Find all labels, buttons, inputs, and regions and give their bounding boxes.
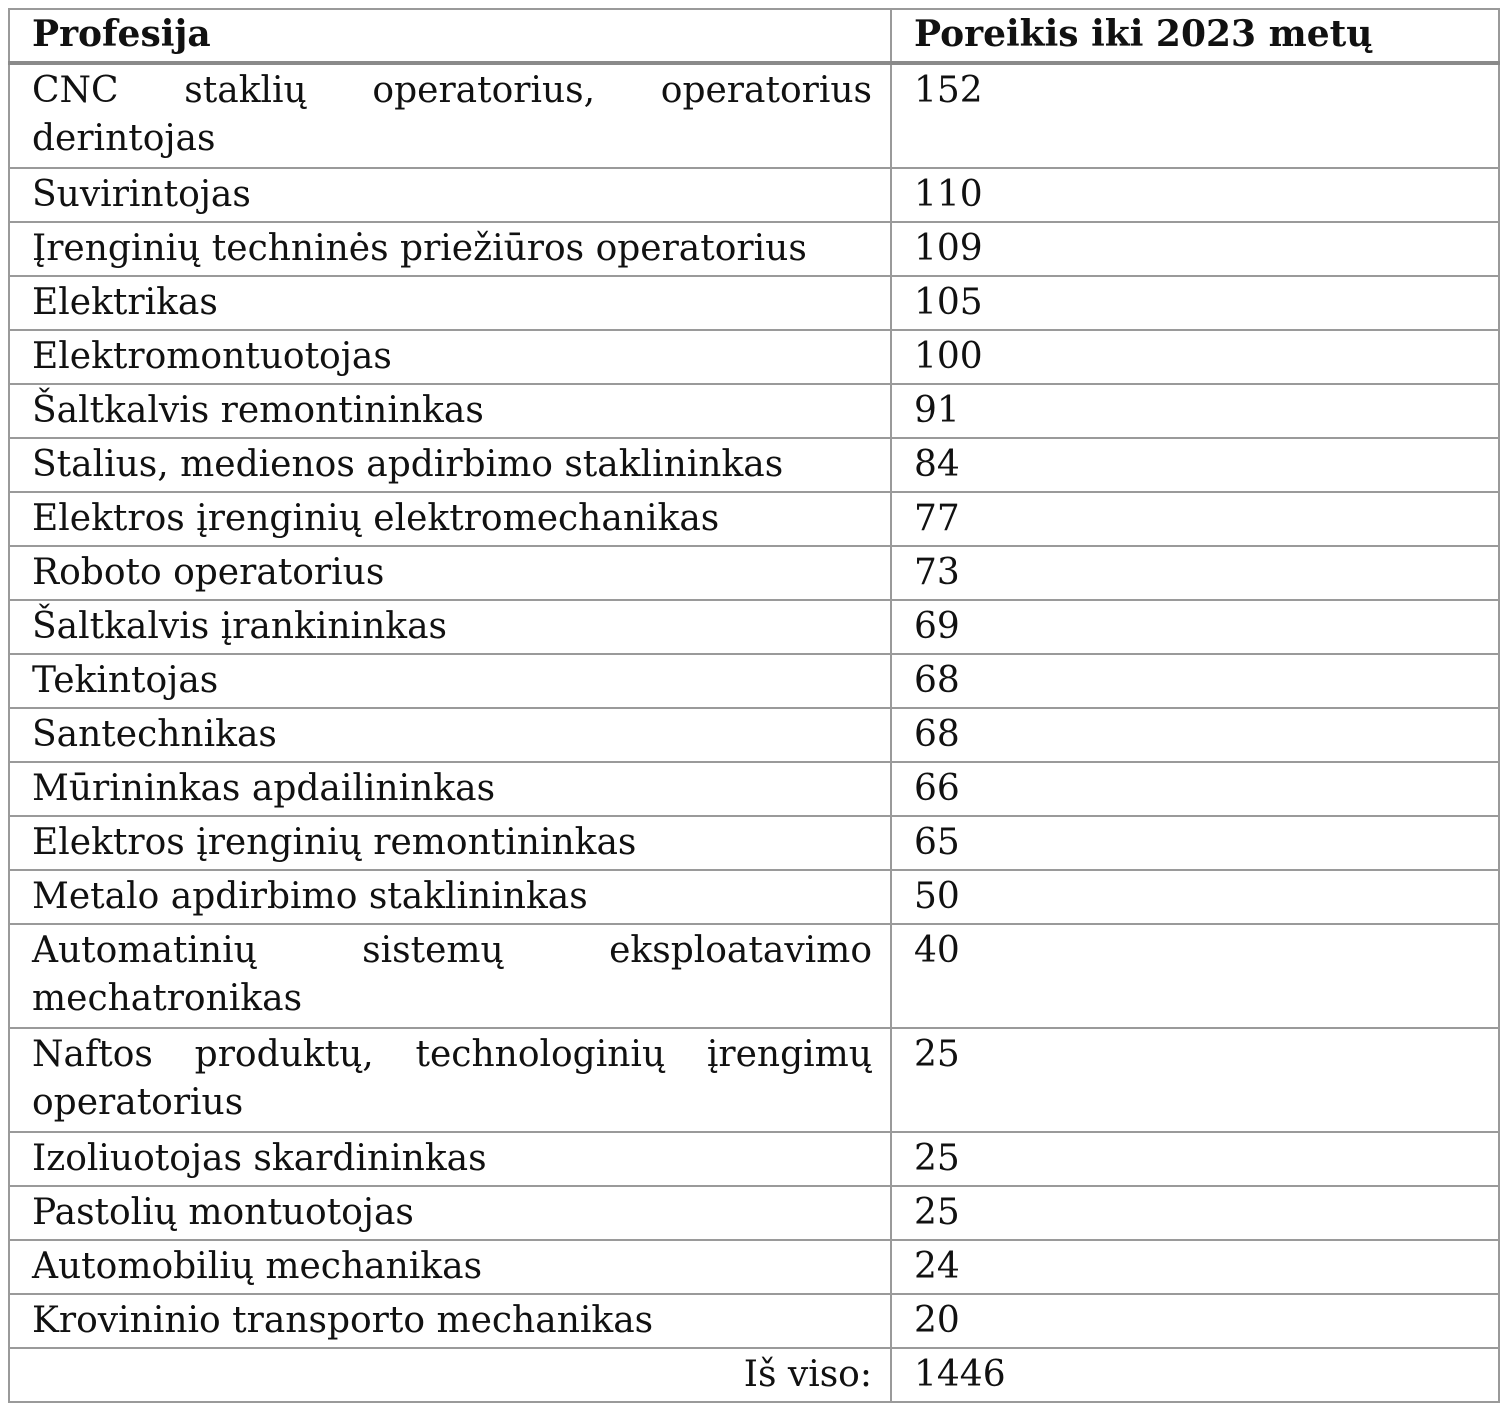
profession-cell: Elektromontuotojas bbox=[9, 330, 891, 384]
demand-cell: 110 bbox=[891, 168, 1499, 222]
total-label: Iš viso: bbox=[9, 1348, 891, 1402]
demand-cell: 77 bbox=[891, 492, 1499, 546]
demand-cell: 68 bbox=[891, 708, 1499, 762]
demand-cell: 91 bbox=[891, 384, 1499, 438]
profession-cell: Naftos produktų, technologinių įrengimų operatorius bbox=[9, 1028, 891, 1132]
table-row bbox=[9, 63, 1499, 168]
demand-cell: 24 bbox=[891, 1240, 1499, 1294]
profession-cell: Stalius, medienos apdirbimo staklininkas bbox=[9, 438, 891, 492]
header-row bbox=[9, 9, 1499, 63]
column-header-profession: Profesija bbox=[9, 9, 891, 63]
table-row bbox=[9, 1028, 1499, 1132]
profession-cell: Metalo apdirbimo staklininkas bbox=[9, 870, 891, 924]
table-body bbox=[9, 63, 1499, 1402]
total-row bbox=[9, 1348, 1499, 1402]
table-row bbox=[9, 924, 1499, 1028]
table-row bbox=[9, 222, 1499, 276]
table-row bbox=[9, 492, 1499, 546]
demand-cell: 68 bbox=[891, 654, 1499, 708]
demand-cell: 25 bbox=[891, 1028, 1499, 1132]
profession-cell: Automatinių sistemų eksploatavimo mechatronikas bbox=[9, 924, 891, 1028]
table-row bbox=[9, 546, 1499, 600]
table-row bbox=[9, 276, 1499, 330]
table-row bbox=[9, 1186, 1499, 1240]
demand-cell: 69 bbox=[891, 600, 1499, 654]
profession-cell: Automobilių mechanikas bbox=[9, 1240, 891, 1294]
demand-cell: 25 bbox=[891, 1132, 1499, 1186]
table-row bbox=[9, 600, 1499, 654]
profession-cell: Santechnikas bbox=[9, 708, 891, 762]
table-row bbox=[9, 330, 1499, 384]
demand-cell: 66 bbox=[891, 762, 1499, 816]
profession-cell: Pastolių montuotojas bbox=[9, 1186, 891, 1240]
profession-cell: Suvirintojas bbox=[9, 168, 891, 222]
table-row bbox=[9, 438, 1499, 492]
column-header-demand: Poreikis iki 2023 metų bbox=[891, 9, 1499, 63]
demand-cell: 25 bbox=[891, 1186, 1499, 1240]
profession-cell: Įrenginių techninės priežiūros operatorius bbox=[9, 222, 891, 276]
demand-cell: 65 bbox=[891, 816, 1499, 870]
table-row bbox=[9, 384, 1499, 438]
table-row bbox=[9, 654, 1499, 708]
demand-cell: 40 bbox=[891, 924, 1499, 1028]
table-header bbox=[9, 9, 1499, 63]
profession-cell: Elektrikas bbox=[9, 276, 891, 330]
demand-cell: 50 bbox=[891, 870, 1499, 924]
table-row bbox=[9, 708, 1499, 762]
table-row bbox=[9, 1132, 1499, 1186]
demand-cell: 20 bbox=[891, 1294, 1499, 1348]
profession-cell: Elektros įrenginių elektromechanikas bbox=[9, 492, 891, 546]
profession-cell: Mūrininkas apdailininkas bbox=[9, 762, 891, 816]
profession-cell: Izoliuotojas skardininkas bbox=[9, 1132, 891, 1186]
profession-cell: Tekintojas bbox=[9, 654, 891, 708]
profession-cell: Elektros įrenginių remontininkas bbox=[9, 816, 891, 870]
demand-cell: 100 bbox=[891, 330, 1499, 384]
profession-cell: Šaltkalvis įrankininkas bbox=[9, 600, 891, 654]
table-row bbox=[9, 816, 1499, 870]
profession-cell: Krovininio transporto mechanikas bbox=[9, 1294, 891, 1348]
total-value: 1446 bbox=[891, 1348, 1499, 1402]
profession-cell: CNC staklių operatorius, operatorius derintojas bbox=[9, 63, 891, 168]
table-row bbox=[9, 1294, 1499, 1348]
profession-cell: Šaltkalvis remontininkas bbox=[9, 384, 891, 438]
table-row bbox=[9, 168, 1499, 222]
profession-demand-table bbox=[8, 8, 1500, 1403]
demand-cell: 84 bbox=[891, 438, 1499, 492]
demand-cell: 73 bbox=[891, 546, 1499, 600]
demand-cell: 152 bbox=[891, 63, 1499, 168]
demand-cell: 105 bbox=[891, 276, 1499, 330]
profession-cell: Roboto operatorius bbox=[9, 546, 891, 600]
table-row bbox=[9, 1240, 1499, 1294]
table-row bbox=[9, 762, 1499, 816]
demand-cell: 109 bbox=[891, 222, 1499, 276]
table-row bbox=[9, 870, 1499, 924]
